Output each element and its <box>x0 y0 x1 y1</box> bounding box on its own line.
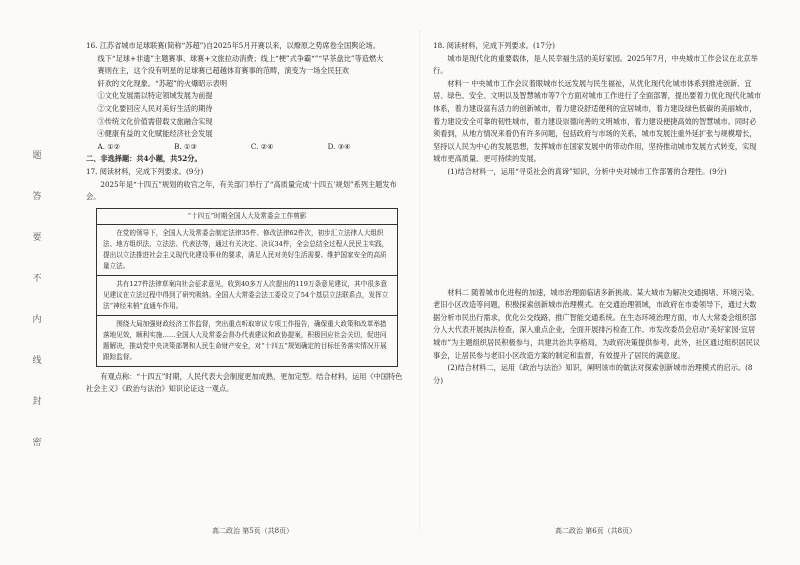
q17-question: 有观点称：“十四五”时期，人民代表大会制度更加成熟、更加定型。结合材料，运用《中国特色社会主义》《政治与法治》知识论证这一观点。 <box>86 371 403 394</box>
question-17 <box>86 166 408 396</box>
q16-stem-line: 赛则在主，这个没有明星的足球赛已超越体育赛事的范畴，演变为一场全民狂欢 <box>97 66 350 76</box>
page-fold-line <box>419 30 420 530</box>
q16-option: ②文化要回应人民对美好生活的期待 <box>97 103 213 113</box>
right-page-column <box>433 40 761 387</box>
q16-stem-line: 轩欢的文化现象。“苏超”的火爆昭示表明 <box>97 78 228 88</box>
seal-line-strip <box>28 150 42 446</box>
seal-char: 要 <box>30 232 41 241</box>
table-cell: 围绕大局加强财政经济工作监督，突出重点听取审议专项工作报告，确保重大政策和改革举措落地见效，顺利实施……全国人大及常委会督办代表建议和政协提案，积极回应社会关切，促进问题解决，推动党中央决策部署和人民生命财产安全，对“十四五”规划确定的目标任务落实情况开展跟踪监督。 <box>103 319 387 361</box>
page-footer-left: 高二政治 第5页（共8页） <box>212 527 294 535</box>
q16-stem-line: 16. 江苏省城市足球联赛(简称“苏超”)自2025年5月开赛以来，以燎原之势席卷全国舆论场。 <box>86 41 380 50</box>
answer-space <box>433 179 761 287</box>
q18-subquestion-1: (1)结合材料一，运用“寻觅社会的真谛”知识，分析中央对城市工作部署的合理性。(9分) <box>447 166 727 176</box>
table-title: “十四五”时期全国人大及常委会工作剪影 <box>97 209 397 225</box>
q16-option: ①文化发展需以特定领域发展为前提 <box>97 91 213 101</box>
choice-d: D. ③④ <box>327 141 351 151</box>
seal-char: 内 <box>30 314 41 323</box>
seal-char: 封 <box>30 396 41 405</box>
q18-material-1: 材料一 中央城市工作会议着眼城市长远发展与民生福祉，从优化现代化城市体系到推进创新、宜居、绿色、安全、文明以及智慧城市等7个方面对城市工作进行了全面部署，提出要着力优化现代化城市体系，着力建设富有活力的创新城市，着力建设舒适便利的宜居城市，着力建设绿色低碳的美丽城市，着力建设安全可靠的韧性城市，着力建设崇德向善的文明城市，着力建设便捷高效的智慧城市。同时必须看到，从地方情况来看仍有许多问题，包括政府与市场的关系，城市发展注重外延扩张与规模增长，坚持以人民为中心的发展思想，发挥城市在国家发展中的带动作用，坚持推动城市发展方式转变，实现城市更高质量、更可持续的发展。 <box>433 78 762 164</box>
seal-char: 线 <box>30 355 41 364</box>
q17-intro: 2025年是“十四五”规划的收官之年，有关部门举行了“高质量完成‘十四五’规划”系列主题发布会。 <box>86 179 397 202</box>
choice-a: A. ①② <box>97 141 121 151</box>
question-16 <box>86 40 408 153</box>
q18-subquestion-2: (2)结合材料二，运用《政治与法治》知识，阐明该市的做法对探索创新城市治理模式的启示。(8分) <box>433 363 753 385</box>
q16-choices <box>86 141 408 154</box>
seal-char: 题 <box>30 150 41 159</box>
q18-intro: 城市是现代化的重要载体，是人民幸福生活的美好家园。2025年7月，中央城市工作会议在北京举行。 <box>433 53 758 76</box>
left-page-column <box>86 40 408 396</box>
choice-c: C. ②④ <box>250 141 274 151</box>
seal-char: 答 <box>30 191 41 200</box>
section-heading: 二、非选择题：共4小题，共52分。 <box>86 154 202 164</box>
q16-stem-line: 线下“足球+非遗”主题赛事、球赛+文旅拉动消费；线上“梗”式争霸“”“早茶盘比”等造燃大 <box>97 53 384 63</box>
q16-option: ④健康有益的文化赋能经济社会发展 <box>97 129 213 139</box>
seal-char: 不 <box>30 273 41 282</box>
question-18 <box>433 40 761 387</box>
q17-material-table <box>96 208 398 367</box>
seal-char: 密 <box>30 437 41 446</box>
table-cell: 共有127件法律草案向社会征求意见，收到40多万人次提出的119万条意见建议，其中很多意见建议在立法过程中得到了研究吸纳。全国人大常委会法工委设立了54个基层立法联系点，发挥立法“神经末梢”直通车作用。 <box>97 276 397 316</box>
q17-stem: 17. 阅读材料，完成下列要求。(9分) <box>86 166 204 176</box>
table-cell: 在党的领导下，全国人大及常委会制定法律35件、修改法律62件次，初步汇立法律人大组织法、地方组织法、立法法、代表法等，通过有关决定、决议34件，全会总结全过程人民民主实践，提出以立法推进社会主义现代化建设事业的要求，满足人民对美好生活需要、维护国家安全的高质量立法。 <box>97 225 397 276</box>
q18-stem: 18. 阅读材料，完成下列要求。(17分) <box>433 41 555 50</box>
q18-material-2: 材料二 随着城市化进程的加速，城市治理面临诸多新挑战。某大城市为解决交通拥堵、环境污染、老旧小区改造等问题，积极探索创新城市治理模式。在交通治理领域，市政府在市委领导下，通过大数据分析市民出行需求，优化公交线路，推广智能交通系统。在生态环境治理方面，市人大常委会组织部分人大代表开展执法检查，深入重点企业，全面开展排污检查工作。市发改委员会启动“美好家园·宜居城市”为主题组织居民积极参与，共建共治共享格局，为政府决策提供参考。此外，社区通过组织居民议事会，让居民参与老旧小区改造方案的制定和监督，有效提升了居民的满意度。 <box>433 287 761 360</box>
page-footer-right: 高二政治 第6页（共8页） <box>555 527 637 535</box>
choice-b: B. ①③ <box>174 141 197 151</box>
q16-option: ③传统文化价值需借载文旅融合实现 <box>97 116 213 126</box>
